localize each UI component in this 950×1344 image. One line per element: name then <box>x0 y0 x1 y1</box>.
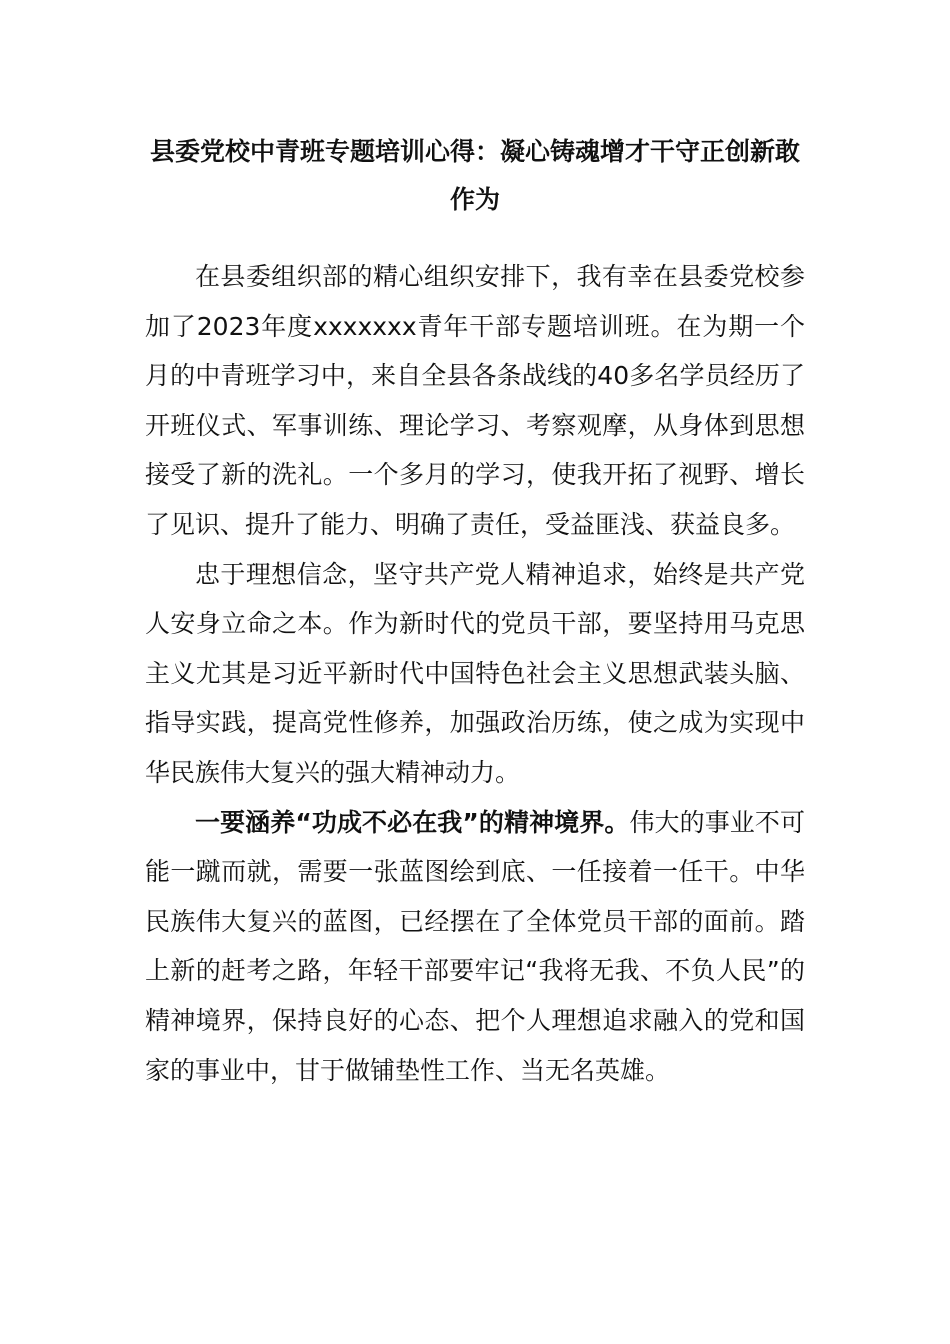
paragraph-ideals <box>145 550 805 798</box>
paragraph-text: 在县委组织部的精心组织安排下，我有幸在县委党校参加了2023年度xxxxxxx青年干部专题培训班。在为期一个月的中青班学习中，来自全县各条战线的40多名学员经历了开班仪式、军事训练、理论学习、考察观摩，从身体到思想接受了新的洗礼。一个多月的学习，使我开拓了视野、增长了见识、提升了能力、明确了责任，受益匪浅、获益良多。 <box>145 262 805 539</box>
document-body <box>145 252 805 1095</box>
paragraph-text: 忠于理想信念，坚守共产党人精神追求，始终是共产党人安身立命之本。作为新时代的党员干部，要坚持用马克思主义尤其是习近平新时代中国特色社会主义思想武装头脑、指导实践，提高党性修养，加强政治历练，使之成为实现中华民族伟大复兴的强大精神动力。 <box>145 559 805 787</box>
paragraph-intro <box>145 252 805 550</box>
paragraph-text: 伟大的事业不可能一蹴而就，需要一张蓝图绘到底、一任接着一任干。中华民族伟大复兴的蓝图，已经摆在了全体党员干部的面前。踏上新的赶考之路，年轻干部要牢记“我将无我、不负人民”的精神境界，保持良好的心态、把个人理想追求融入的党和国家的事业中，甘于做铺垫性工作、当无名英雄。 <box>145 807 805 1085</box>
paragraph-lead-heading: 一要涵养“功成不必在我”的精神境界。 <box>195 807 630 837</box>
document-title: 县委党校中青班专题培训心得：凝心铸魂增才干守正创新敢作为 <box>149 137 800 214</box>
paragraph-point-one <box>145 798 805 1096</box>
